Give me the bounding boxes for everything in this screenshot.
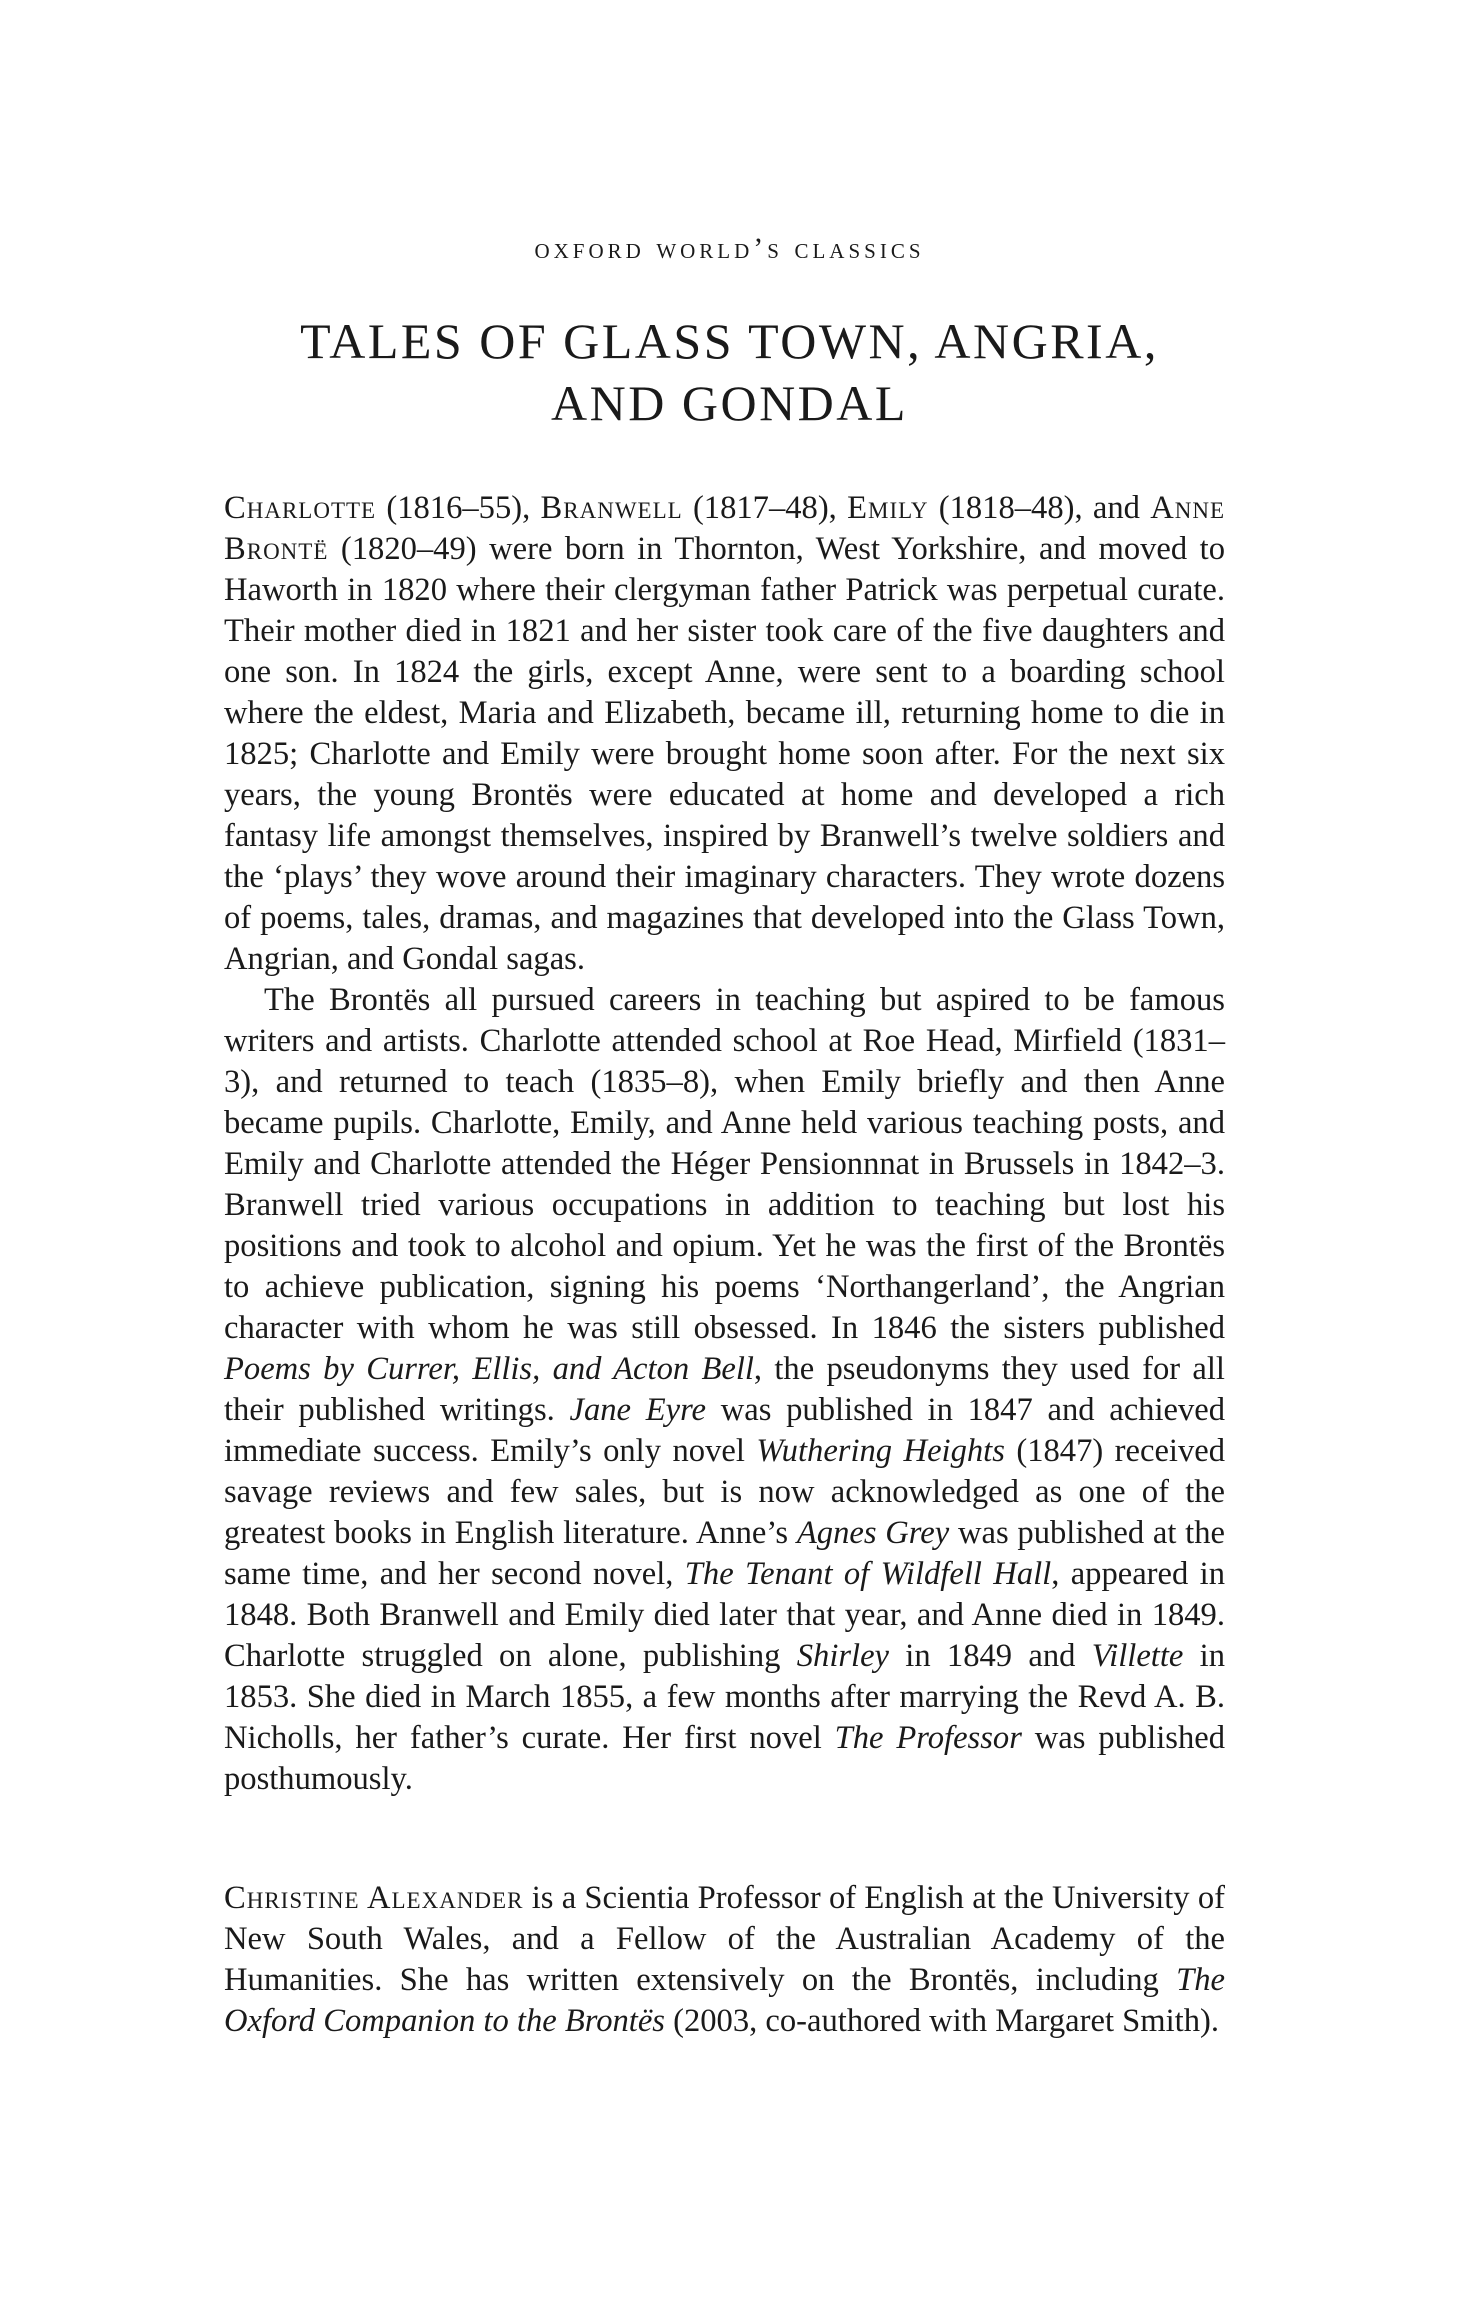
book-title-poems: Poems by Currer, Ellis, and Acton Bell (224, 1351, 754, 1387)
book-title-tenant-of-wildfell-hall: The Tenant of Wildfell Hall (684, 1556, 1052, 1592)
book-title (0, 310, 1459, 434)
series-name: oxford world’s classics (534, 232, 925, 265)
book-title-villette: Villette (1091, 1638, 1184, 1674)
book-title-jane-eyre: Jane Eyre (569, 1392, 707, 1428)
bio-text: is a Scientia Professor of English at the University of New South Wales, and a Fellow of the Australian Academy of the Humanities. She has written extensively on the Brontës, including (224, 1880, 1225, 1998)
bio-text: was published in 1847 and achieved immediate success. Emily’s only novel (224, 1392, 1226, 1469)
editor-name: Christine Alexander (224, 1880, 524, 1916)
bio-text: , appeared in 1848. Both Branwell and Emily died later that year, and Anne died in 1849. Charlotte struggled on alone, publishing (224, 1556, 1225, 1674)
author-name-charlotte: Charlotte (224, 490, 377, 526)
book-title-line-2: AND GONDAL (551, 375, 908, 431)
book-title-shirley: Shirley (796, 1638, 890, 1674)
bio-text: (1817–48), (682, 490, 848, 526)
bio-text: (1816–55), (376, 490, 541, 526)
book-title-the-professor: The Professor (834, 1720, 1022, 1756)
authors-biography (224, 488, 1225, 1800)
authors-bio-paragraph-2 (224, 980, 1225, 1800)
editor-biography (224, 1878, 1225, 2042)
bio-text: (2003, co-authored with Margaret Smith). (664, 2003, 1219, 2039)
editor-bio-paragraph (224, 1878, 1225, 2042)
bio-text: , the pseudonyms they used for all their published writings. (224, 1351, 1225, 1428)
book-title-line-1: TALES OF GLASS TOWN, ANGRIA, (300, 313, 1159, 369)
author-name-anne: Anne Brontë (224, 490, 1226, 567)
author-name-emily: Emily (847, 490, 929, 526)
bio-text: The Brontës all pursued careers in teaching but aspired to be famous writers and artists. Charlotte attended school at Roe Head, Mirfield (1831–3), and returned to teach (1835–8), when Emily briefly and then Anne became pupils. Charlotte, Emily, and Anne held various teaching posts, and Emily and Charlotte attended the Héger Pensionnnat in Brussels in 1842–3. Branwell tried various occupations in addition to teaching but lost his positions and took to alcohol and opium. Yet he was the first of the Brontës to achieve publication, signing his poems ‘Northangerland’, the Angrian character with whom he was still obsessed. In 1846 the sisters published (224, 982, 1225, 1346)
bio-text: was published posthumously. (224, 1720, 1225, 1797)
book-title-oxford-companion: The Oxford Companion to the Brontës (224, 1962, 1225, 2039)
bio-text: was published at the same time, and her second novel, (224, 1515, 1225, 1592)
bio-text: in 1853. She died in March 1855, a few months after marrying the Revd A. B. Nicholls, her father’s curate. Her first novel (224, 1638, 1225, 1756)
bio-text: in 1849 and (889, 1638, 1092, 1674)
book-title-wuthering-heights: Wuthering Heights (756, 1433, 1005, 1469)
author-name-branwell: Branwell (540, 490, 683, 526)
book-title-agnes-grey: Agnes Grey (796, 1515, 950, 1551)
bio-text: (1847) received savage reviews and few sales, but is now acknowledged as one of the greatest books in English literature. Anne’s (224, 1433, 1225, 1551)
authors-bio-paragraph-1 (224, 488, 1225, 980)
bio-text: (1818–48), and (928, 490, 1151, 526)
bio-text: (1820–49) were born in Thornton, West Yorkshire, and moved to Haworth in 1820 where their clergyman father Patrick was perpetual curate. Their mother died in 1821 and her sister took care of the five daughters and one son. In 1824 the girls, except Anne, were sent to a boarding school where the eldest, Maria and Elizabeth, became ill, returning home to die in 1825; Charlotte and Emily were brought home soon after. For the next six years, the young Brontës were educated at home and developed a rich fantasy life amongst themselves, inspired by Branwell’s twelve soldiers and the ‘plays’ they wove around their imaginary characters. They wrote dozens of poems, tales, dramas, and magazines that developed into the Glass Town, Angrian, and Gondal sagas. (224, 531, 1225, 977)
